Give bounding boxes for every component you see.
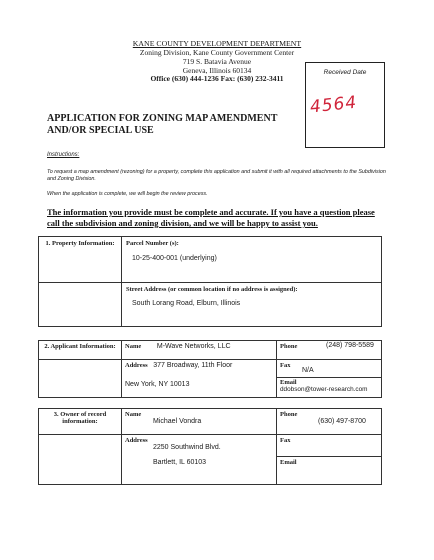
owner-name-value: Michael Vondra — [153, 418, 202, 425]
title-line-1: APPLICATION FOR ZONING MAP AMENDMENT — [47, 113, 278, 124]
applicant-fax-cell — [277, 360, 381, 378]
owner-name-cell — [122, 409, 277, 435]
applicant-fax-value: N/A — [302, 367, 314, 374]
owner-email-cell — [277, 457, 381, 468]
owner-phone-cell — [277, 409, 382, 435]
owner-info-label: 3. Owner of record information: — [53, 411, 107, 425]
owner-label-cell — [39, 409, 122, 435]
applicant-address-line1: 377 Broadway, 11th Floor — [153, 362, 233, 369]
applicant-empty-cell — [39, 360, 122, 398]
applicant-name-value: M-Wave Networks, LLC — [156, 343, 231, 350]
street-address-value: South Lorang Road, Elburn, Illinois — [132, 300, 241, 307]
division-name: Zoning Division, Kane County Government Center — [139, 48, 295, 57]
owner-fax-cell — [277, 435, 381, 457]
owner-phone-value: (630) 497-8700 — [318, 418, 366, 425]
applicant-phone-label: Phone — [280, 343, 298, 350]
owner-name-label: Name — [125, 411, 142, 418]
applicant-email-value: ddobson@tower-research.com — [280, 386, 368, 393]
applicant-email-cell — [277, 378, 381, 394]
title-line-2: AND/OR SPECIAL USE — [47, 125, 154, 136]
parcel-number-label: Parcel Number (s): — [126, 240, 179, 247]
applicant-fax-email-cell — [277, 360, 382, 398]
owner-address-cell — [122, 435, 277, 485]
parcel-number-value: 10-25-400-001 (underlying) — [132, 255, 217, 262]
applicant-label-cell — [39, 341, 122, 360]
property-info-label-cell — [39, 237, 122, 283]
applicant-phone-value: (248) 798-5589 — [326, 342, 374, 349]
street-address-cell — [122, 283, 382, 327]
applicant-fax-label: Fax — [280, 362, 291, 369]
street-address: 719 S. Batavia Avenue — [182, 57, 252, 66]
owner-fax-label: Fax — [280, 437, 291, 444]
owner-address-line1: 2250 Southwind Blvd. — [153, 444, 221, 451]
owner-phone-label: Phone — [280, 411, 298, 418]
owner-info-table — [38, 408, 382, 485]
instructions-heading: Instructions: — [47, 152, 80, 158]
instructions-text: To request a map amendment (rezoning) for a property, complete this application and submit it with all required attachments to the Subdivision and Zoning Division. — [47, 169, 386, 182]
applicant-phone-cell — [277, 341, 382, 360]
applicant-address-line2: New York, NY 10013 — [125, 381, 190, 388]
instructions-review-text: When the application is complete, we will begin the review process. — [47, 191, 208, 197]
owner-email-label: Email — [280, 459, 297, 466]
applicant-info-table — [38, 340, 382, 398]
applicant-address-label: Address — [125, 362, 148, 369]
page-title — [47, 113, 307, 137]
city-address: Geneva, Illinois 60134 — [182, 66, 252, 75]
property-info-empty-cell — [39, 283, 122, 327]
office-contact: Office (630) 444-1236 Fax: (630) 232-3411 — [150, 74, 284, 83]
owner-address-line2: Bartlett, IL 60103 — [153, 459, 207, 466]
parcel-number-cell — [122, 237, 382, 283]
applicant-info-label: 2. Applicant Information: — [44, 343, 116, 350]
accuracy-notice: The information you provide must be complete and accurate. If you have a question please call the subdivision and zoning division, and we will be happy to assist you. — [47, 207, 375, 228]
property-info-table — [38, 236, 382, 327]
street-address-label: Street Address (or common location if no address is assigned): — [126, 286, 298, 293]
owner-address-label: Address — [125, 437, 148, 444]
case-number: 4564 — [309, 92, 359, 118]
received-date-label: Received Date — [323, 69, 367, 76]
owner-fax-email-cell — [277, 435, 382, 485]
applicant-name-label: Name — [125, 343, 142, 350]
department-name: KANE COUNTY DEVELOPMENT DEPARTMENT — [132, 39, 302, 48]
applicant-address-cell — [122, 360, 277, 398]
property-info-label: 1. Property Information: — [45, 240, 115, 247]
applicant-email-label: Email — [280, 379, 297, 386]
owner-empty-cell — [39, 435, 122, 485]
applicant-name-cell — [122, 341, 277, 360]
